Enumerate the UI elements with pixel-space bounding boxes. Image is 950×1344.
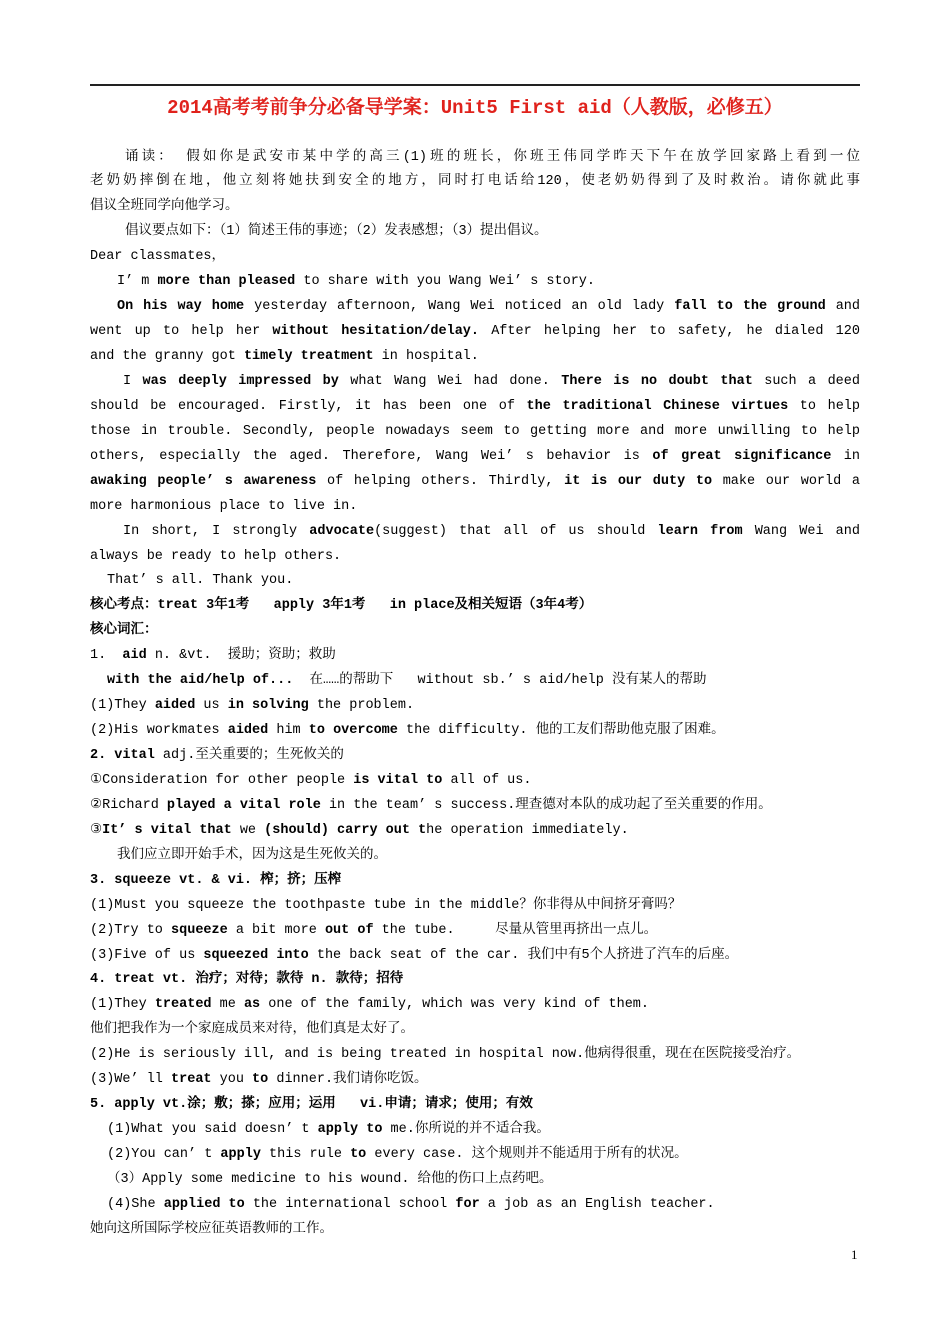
key-phrase: squeeze (171, 922, 228, 938)
text-run: every case. 这个规则并不能适用于所有的状况。 (366, 1147, 688, 1162)
text-run: 老奶奶摔倒在地，他立刻将她扶到安全的地方，同时打电话给120，使老奶奶得到了及时救治。请你就此事 (90, 174, 860, 190)
text-run: the international school (244, 1196, 456, 1212)
key-phrase: 4. treat vt. 治疗；对待；款待 n. 款待；招待 (90, 972, 404, 988)
text-run: us (195, 698, 228, 714)
text-run: yesterday afternoon, Wang Wei noticed an old lady (244, 299, 675, 315)
text-run: you (211, 1072, 253, 1088)
text-run: ①Consideration for other people (90, 772, 354, 788)
text-run: went up to help her (90, 324, 273, 340)
key-phrase: to overcome (308, 723, 398, 739)
text-run: to share with you Wang Wei’ s story. (295, 274, 595, 290)
text-run: 在……的帮助下 without sb.’ s aid/help 没有某人的帮助 (293, 673, 707, 689)
letter-line (90, 420, 860, 445)
vocab-example (90, 1068, 860, 1093)
key-phrase: There is no doubt that (561, 373, 753, 389)
text-run: (2)His workmates (90, 723, 228, 739)
letter-line (90, 545, 860, 570)
key-phrase: It’ s vital that (102, 822, 232, 838)
text-run: (2)You can’ t (107, 1147, 221, 1162)
text-run: me.你所说的并不适合我。 (382, 1122, 550, 1138)
key-phrase: 核心词汇： (90, 623, 158, 639)
text-run: (1)They (90, 997, 155, 1013)
key-phrase: apply (220, 1147, 261, 1162)
letter-closing (90, 569, 860, 594)
header-rule (90, 84, 860, 86)
text-run: ③ (90, 822, 103, 838)
letter-line (90, 520, 860, 545)
key-phrase: it is our duty to (564, 473, 713, 489)
text-run: I (123, 373, 143, 389)
text-run: In short, I strongly (123, 523, 310, 539)
vocab-example (90, 944, 860, 969)
key-phrase: 5. apply vt.涂；敷；搽；应用；运用 vi.申请；请求；使用；有效 (90, 1097, 533, 1113)
vocab-entry-heading (90, 968, 860, 993)
vocab-example (90, 794, 860, 819)
text-run: (suggest) that all of us should (374, 523, 658, 539)
vocab-example (90, 1043, 860, 1068)
key-phrase: as (243, 997, 261, 1013)
text-run: in the team’ s success.理查德对本队的成功起了至关重要的作用。 (320, 797, 772, 813)
intro-line (90, 195, 860, 220)
letter-line (90, 445, 860, 470)
key-phrase: with the aid/help of... (107, 673, 294, 689)
vocab-example (90, 819, 860, 844)
text-run: 倡议全班同学向他学习。 (90, 199, 239, 215)
key-phrase: learn from (657, 523, 743, 539)
text-run: 1. (90, 648, 123, 664)
text-run: more harmonious place to live in. (90, 498, 358, 514)
document-body (90, 146, 860, 1243)
text-run: (1)Must you squeeze the toothpaste tube in the middle？你非得从中间挤牙膏吗？ (90, 897, 682, 913)
key-phrase: 3. squeeze vt. & vi. 榨；挤；压榨 (90, 872, 342, 888)
text-run: (1)They (90, 698, 155, 714)
text-run: make our world a (712, 473, 860, 489)
text-run: he operation immediately. (426, 822, 629, 838)
text-run: of helping others. Thirdly, (316, 473, 565, 489)
key-points-heading (90, 594, 860, 619)
text-run: (2)Try to (90, 922, 172, 938)
text-run: (3)We’ ll (90, 1072, 172, 1088)
vocab-example (90, 919, 860, 944)
key-phrase: of great significance (652, 448, 832, 464)
text-run: I’ m (117, 274, 158, 290)
text-run: (2)He is seriously ill, and is being treated in hospital now.他病得很重，现在在医院接受治疗。 (90, 1047, 801, 1063)
letter-line (90, 370, 860, 395)
text-run: 我们应立即开始手术，因为这是生死攸关的。 (117, 847, 387, 863)
intro-line (90, 170, 860, 195)
key-phrase: treated (154, 997, 212, 1013)
text-run: dinner.我们请你吃饭。 (268, 1072, 428, 1088)
text-run: Wang Wei and (742, 523, 860, 539)
letter-line (90, 470, 860, 495)
letter-line (90, 395, 860, 420)
vocab-example (90, 769, 860, 794)
key-phrase: applied to (163, 1196, 245, 1212)
vocab-example (90, 694, 860, 719)
key-phrase: out of (324, 922, 374, 938)
text-run: （3）Apply some medicine to his wound. 给他的伤口上点药吧。 (107, 1171, 553, 1187)
text-run: we (231, 822, 265, 838)
vocab-example (90, 1168, 860, 1193)
vocab-example (90, 1193, 860, 1218)
text-run: what Wang Wei had done. (338, 373, 562, 389)
text-run: to help (788, 398, 860, 414)
vocab-translation (90, 844, 860, 869)
text-run: always be ready to help others. (90, 548, 342, 564)
text-run: this rule (260, 1147, 351, 1162)
text-run: such a deed (752, 373, 860, 389)
key-phrase: 核心考点：treat 3年1考 apply 3年1考 in place及相关短语（3年4考） (90, 598, 593, 614)
key-phrase: aided (154, 698, 196, 714)
intro-line (90, 146, 860, 171)
text-run: That’ s all. Thank you. (107, 573, 294, 589)
text-run: should be encouraged. Firstly, it has been one of (90, 398, 527, 414)
text-run: in hospital. (373, 349, 479, 364)
text-run: him (268, 723, 309, 739)
text-run: 倡议要点如下：（1）简述王伟的事迹；（2）发表感想；（3）提出倡议。 (125, 224, 548, 240)
key-phrase: awaking people’ s awareness (90, 473, 317, 489)
letter-line (90, 495, 860, 520)
text-run: (1)What you said doesn’ t (107, 1122, 318, 1138)
text-run: 他们把我作为一个家庭成员来对待，他们真是太好了。 (90, 1022, 414, 1038)
vocab-translation (90, 1018, 860, 1043)
letter-salutation (90, 245, 860, 270)
text-run: and (825, 299, 860, 315)
key-phrase: is vital to (353, 772, 443, 788)
vocab-example (90, 1143, 860, 1168)
key-phrase: for (455, 1196, 480, 1212)
text-run: the difficulty. 他的工友们帮助他克服了困难。 (397, 723, 725, 739)
key-phrase: more than pleased (157, 274, 296, 290)
vocab-example (90, 1118, 860, 1143)
vocab-translation (90, 1218, 860, 1243)
text-run: (4)She (107, 1196, 164, 1212)
key-phrase: aid (122, 648, 147, 664)
vocab-entry-heading (90, 1093, 860, 1118)
vocab-example (90, 993, 860, 1018)
vocab-entry-heading (90, 869, 860, 894)
text-run: 诵读： 假如你是武安市某中学的高三(1)班的班长，你班王伟同学昨天下午在放学回家路上看到一位 (125, 149, 860, 165)
text-run: and the granny got (90, 349, 244, 364)
vocab-example (90, 719, 860, 744)
text-run: others, especially the aged. Therefore, Wang Wei’ s behavior is (90, 448, 653, 464)
text-run: Dear classmates， (90, 249, 226, 265)
key-phrase: to (350, 1147, 367, 1162)
key-phrase: (should) carry out t (264, 822, 427, 838)
vocab-example (90, 894, 860, 919)
key-phrase: 2. vital (90, 748, 155, 763)
key-phrase: aided (227, 723, 269, 739)
key-phrase: was deeply impressed by (142, 373, 339, 389)
key-phrase: On his way home (117, 299, 245, 315)
text-run: a bit more (227, 922, 325, 938)
text-run: a job as an English teacher. (479, 1196, 715, 1212)
letter-line (90, 345, 860, 370)
text-run: ②Richard (90, 797, 167, 813)
text-run: all of us. (442, 772, 532, 788)
vocab-entry-heading (90, 644, 860, 669)
text-run: those in trouble. Secondly, people nowadays seem to getting more and more unwilling to help (90, 423, 860, 439)
page-number: 1 (851, 1247, 858, 1262)
key-phrase: the traditional Chinese virtues (526, 398, 789, 414)
key-phrase: timely treatment (243, 349, 374, 364)
letter-line (90, 320, 860, 345)
key-phrase: fall to the ground (674, 299, 826, 315)
key-phrase: without hesitation/delay. (272, 324, 480, 340)
intro-line (90, 220, 860, 245)
key-phrase: in solving (227, 698, 309, 714)
text-run: one of the family, which was very kind of them. (260, 997, 650, 1013)
vocab-entry-heading (90, 744, 860, 769)
document-title: 2014高考考前争分必备导学案：Unit5 First aid（人教版，必修五） (167, 97, 783, 119)
key-phrase: to (252, 1072, 269, 1088)
text-run: the problem. (308, 698, 415, 714)
text-run: the tube. 尽量从管里再挤出一点儿。 (373, 922, 658, 938)
letter-line (90, 295, 860, 320)
text-run: n. &vt. 援助；资助；救助 (146, 648, 336, 664)
letter-line (90, 270, 860, 295)
text-run: (3)Five of us (90, 947, 204, 963)
key-phrase: squeezed into (203, 947, 309, 963)
vocabulary-heading (90, 619, 860, 644)
text-run: 她向这所国际学校应征英语教师的工作。 (90, 1221, 333, 1237)
text-run: the back seat of the car. 我们中有5个人挤进了汽车的后座。 (308, 947, 739, 963)
key-phrase: played a vital role (166, 797, 321, 813)
key-phrase: advocate (309, 523, 375, 539)
text-run: me (211, 997, 244, 1013)
key-phrase: treat (171, 1072, 212, 1088)
text-run: adj.至关重要的；生死攸关的 (154, 748, 344, 763)
vocab-phrase (90, 669, 860, 694)
key-phrase: apply to (317, 1122, 383, 1138)
text-run: After helping her to safety, he dialed 120 (479, 324, 860, 340)
text-run: in (831, 448, 860, 464)
